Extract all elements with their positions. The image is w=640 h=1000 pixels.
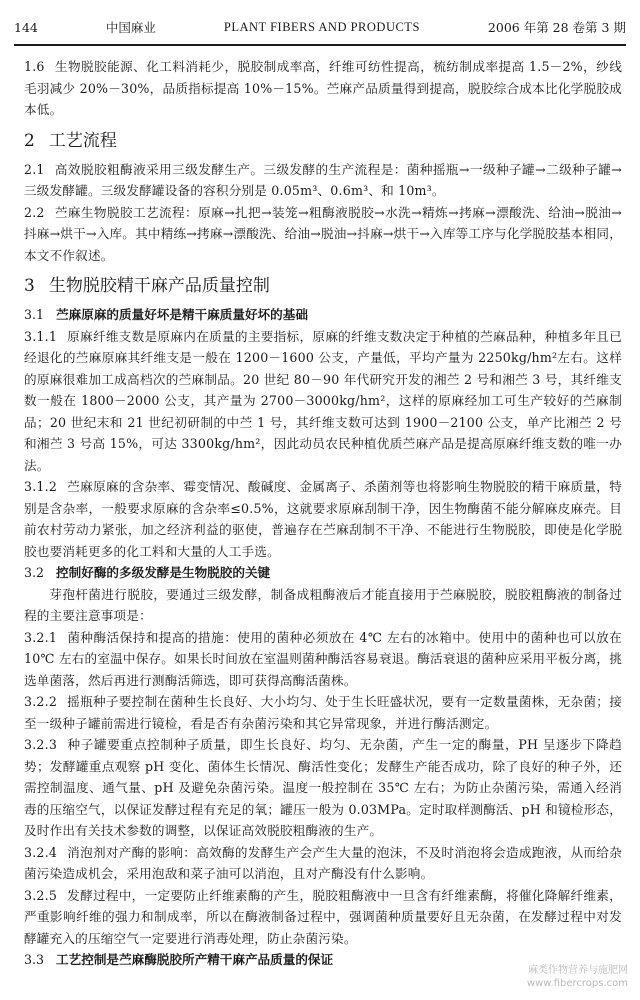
block-text: 生物脱胶精干麻产品质量控制: [48, 276, 270, 296]
paragraph: [24, 326, 622, 477]
paragraph: [24, 691, 622, 734]
section-number: 2.2: [24, 204, 45, 220]
section-number: 3.2.5: [24, 887, 58, 903]
paragraph: [24, 885, 622, 950]
block-text: 工艺控制是苎麻酶脱胶所产精干麻产品质量的保证: [56, 952, 334, 967]
section-number: 2.1: [24, 161, 45, 177]
block-text: 芽孢杆菌进行脱胶，要通过三级发酵，制备成粗酶液后才能直接用于苎麻脱胶，脱胶粗酶液的制备过程的主要注意事项是：: [24, 586, 622, 623]
paragraph: [24, 842, 622, 885]
article-body: [24, 56, 622, 971]
paragraph: [24, 56, 622, 121]
block-text: 原麻纤维支数是原麻内在质量的主要指标，原麻的纤维支数决定于种植的苎麻品种，种植多年且已经退化的苎麻原麻其纤维支是一般在 1200－1600 公支，产量低，平均产量为 2250kg/hm²左右。这样的原麻很难加工成高档次的苎麻制品。20 世纪 80－90 年代研究开发的湘苎 2 号和湘苎 3 号，其纤维支数一般在 1800－2000 公支，其产量为 2700－3000kg/hm²，这样的原麻经加工可生产较好的苎麻制品；20 世纪末和 21 世纪初研制的中苎 1 号，其纤维支数可达到 1900－2100 公支，单产比湘苎 2 号和湘苎 3 号高 15%，可达 3300kg/hm²，因此动员农民种植优质苎麻产品是提高原麻纤维支数的唯一办法。: [24, 328, 622, 473]
paragraph: [24, 476, 622, 562]
block-text: 种子罐要重点控制种子质量，即生长良好、均匀、无杂菌，产生一定的酶量，PH 呈逐步下降趋势；发酵罐重点观察 pH 变化、菌体生长情况、酶活性变化；发酵生产能否成功，除了良好的种子外，还需控制温度、通气量、pH 及避免杂菌污染。温度一般控制在 35℃ 左右；为防止杂菌污染，需通入经消毒的压缩空气，以保证发酵过程有充足的氧；罐压一般为 0.03MPa。定时取样测酶活、pH 和镜检形态，及时作出有关技术参数的调整，以保证高效脱胶粗酶液的生产。: [24, 737, 622, 838]
section-heading: [24, 129, 622, 153]
paragraph: [24, 202, 622, 267]
section-number: 1.6: [24, 59, 45, 74]
watermark: [527, 964, 628, 990]
journal-title-en: PLANT FIBERS AND PRODUCTS: [223, 19, 420, 34]
block-text: 消泡剂对产酶的影响：高效酶的发酵生产会产生大量的泡沫，不及时消泡将会造成跑液，从而给杂菌污染造成机会，采用泡敌和菜子油可以消泡，且对产酶没有什么影响。: [24, 844, 622, 881]
section-number: 3.2.3: [24, 737, 58, 752]
block-text: 发酵过程中，一定要防止纤维素酶的产生，脱胶粗酶液中一旦含有纤维素酶，将催化降解纤维素，严重影响纤维的强力和制成率，所以在酶液制备过程中，强调菌种质量要好且无杂菌，在发酵过程中对发酵罐充入的压缩空气一定要进行消毒处理，防止杂菌污染。: [24, 887, 622, 946]
block-text: 高效脱胶粗酶液采用三级发酵生产。三级发酵的生产流程是：菌种摇瓶→一级种子罐→二级种子罐→三级发酵罐。三级发酵罐设备的容积分别是 0.05m³、0.6m³、和 10m³。: [24, 161, 622, 198]
section-number: 3.2.1: [24, 629, 58, 645]
block-text: 摇瓶种子要控制在菌种生长良好、大小均匀、处于生长旺盛状况，要有一定数量菌株，无杂菌；接至一级种子罐前需进行镜检，看是否有杂菌污染和其它异常现象，并进行酶活测定。: [24, 694, 622, 731]
section-number: 3: [24, 276, 35, 296]
block-text: 苎麻生物脱胶工艺流程：原麻→扎把→装笼→粗酶液脱胶→水洗→精炼→拷麻→漂酸洗、给油→脱油→抖麻→烘干→入库。其中精练→拷麻→漂酸洗、给油→脱油→抖麻→烘干→入库等工序与化学脱胶基本相同，本文不作叙述。: [24, 204, 622, 263]
watermark-url: www.fibercrops.com: [526, 978, 628, 989]
section-number: 3.1.2: [24, 479, 58, 494]
header-rule: [14, 44, 626, 46]
subsection-heading: [24, 562, 622, 584]
block-text: 控制好酶的多级发酵是生物脱胶的关键: [56, 565, 271, 580]
section-number: 2: [24, 130, 35, 151]
section-number: 3.2: [24, 565, 45, 580]
block-text: 苎麻原麻的含杂率、霉变情况、酸碱度、金属离子、杀菌剂等也将影响生物脱胶的精干麻质量，特别是含杂率，一般要求原麻的含杂率≤0.5%，这就要求原麻刮制干净，因生物酶菌不能分解麻皮麻壳。目前农村劳动力紧张，加之经济利益的驱使，普遍存在苎麻刮制不干净、不能进行生物脱胶，即使是化学脱胶也要消耗更多的化工料和大量的人工手选。: [24, 479, 622, 559]
subsection-heading: [24, 304, 622, 326]
block-text: 苎麻原麻的质量好坏是精干麻质量好坏的基础: [56, 307, 308, 322]
section-number: 3.2.2: [24, 694, 58, 709]
block-text: 菌种酶活保持和提高的措施：使用的菌种必须放在 4℃ 左右的冰箱中。使用中的菌种也可以放在 10℃ 左右的室温中保存。如果长时间放在室温则菌种酶活容易衰退。酶活衰退的菌种应采用平板分离，挑选单菌落，然后再进行测酶活筛选，即可获得高酶活菌株。: [24, 629, 622, 688]
block-text: 生物脱胶能源、化工料消耗少，脱胶制成率高，纤维可纺性提高，梳纺制成率提高 1.5－2%，纱线毛羽减少 20%－30%，品质指标提高 10%－15%。苎麻产品质量得到提高，脱胶综合成本比化学脱胶成本低。: [24, 59, 622, 117]
paragraph: [24, 734, 622, 842]
section-number: 3.1: [24, 307, 45, 322]
section-number: 3.1.1: [24, 328, 58, 344]
section-heading: [24, 274, 622, 298]
journal-title-cn: 中国麻业: [105, 20, 156, 35]
issue-info: 2006 年第 28 卷第 3 期: [487, 20, 626, 35]
paragraph: [24, 584, 622, 627]
running-header: [14, 14, 626, 40]
watermark-site-name: 麻类作物营养与施肥网: [528, 965, 628, 976]
section-number: 3.2.4: [24, 844, 58, 860]
paragraph: [24, 159, 622, 202]
paragraph: [24, 627, 622, 692]
section-number: 3.3: [24, 952, 45, 967]
block-text: 工艺流程: [48, 130, 117, 151]
page-number: 144: [14, 19, 38, 35]
